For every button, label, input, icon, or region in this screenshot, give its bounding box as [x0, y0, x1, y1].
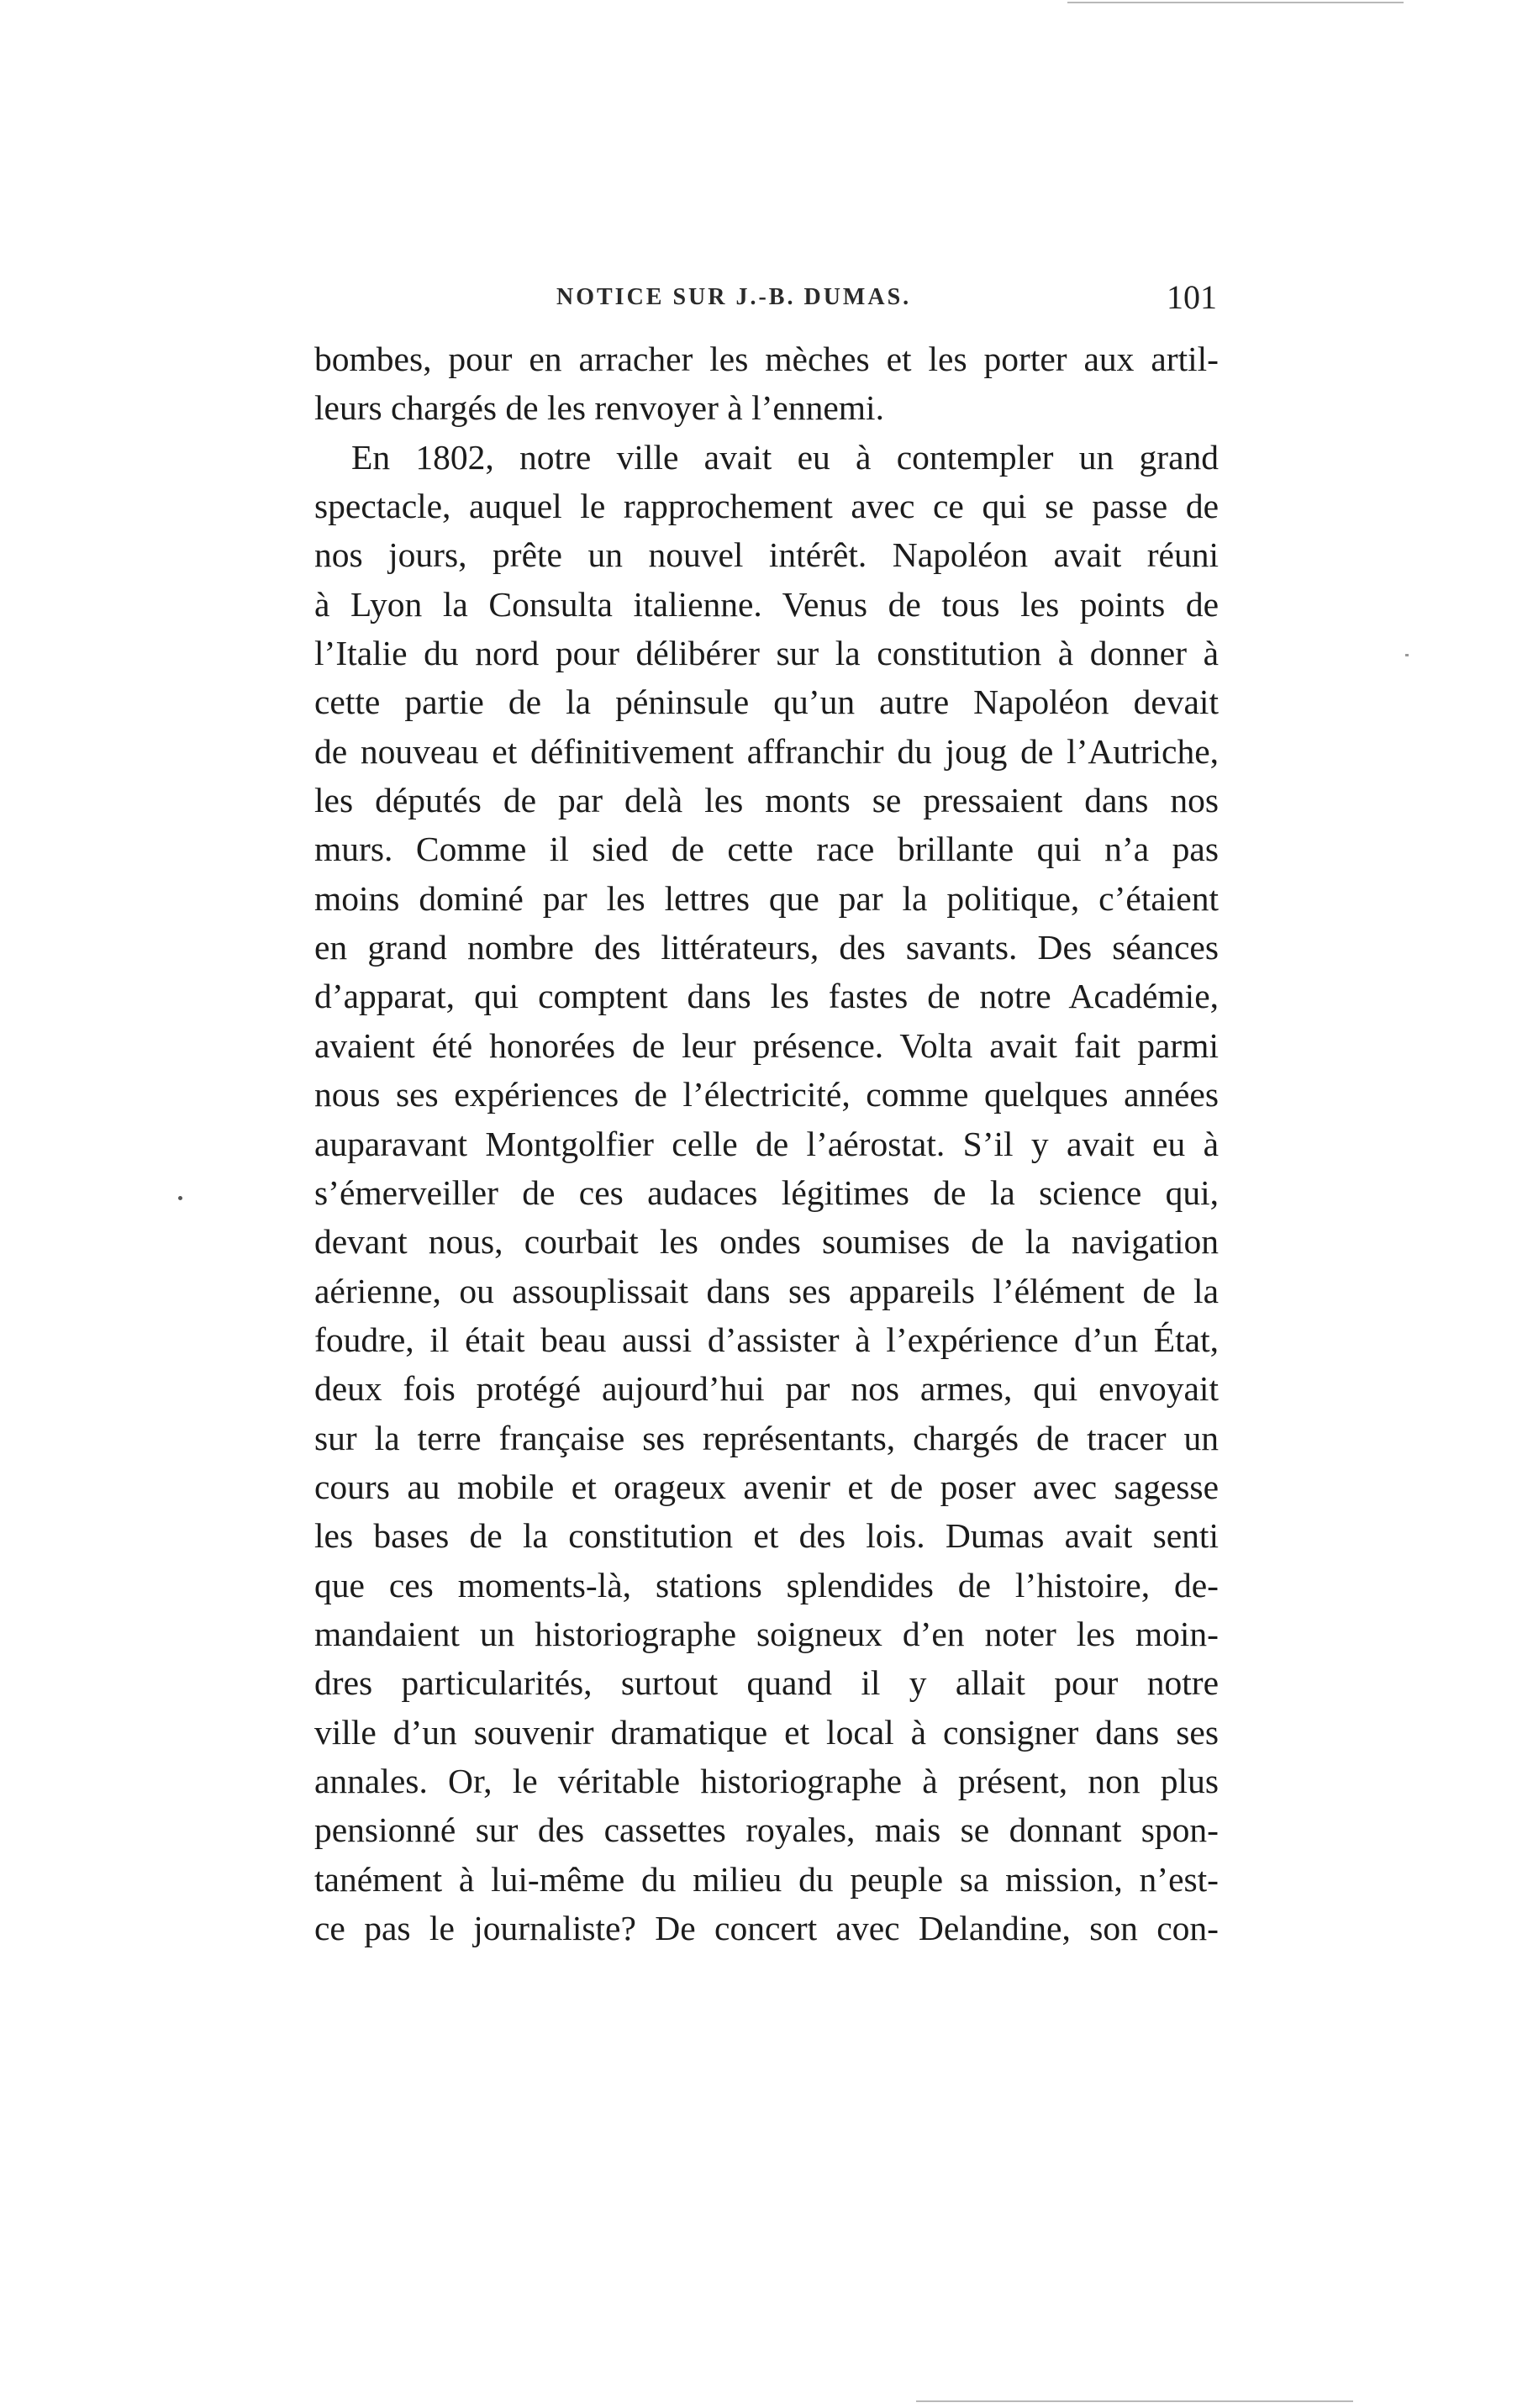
page-number: 101 [1167, 278, 1217, 316]
running-head [313, 277, 1217, 319]
text-line: spectacle, auquel le rapprochement avec ce qui se passe de [314, 487, 1219, 526]
text-line: sur la terre française ses représentants, chargés de tracer un [314, 1418, 1219, 1457]
text-line: les bases de la constitution et des lois. Dumas avait senti [314, 1516, 1219, 1556]
text-line: pensionné sur des cassettes royales, mais se donnant spon- [314, 1810, 1219, 1850]
text-line: En 1802, notre ville avait eu à contempler un grand [351, 437, 1219, 477]
text-line: s’émerveiller de ces audaces légitimes de la science qui, [314, 1172, 1219, 1212]
text-line: foudre, il était beau aussi d’assister à l’expérience d’un État, [314, 1320, 1219, 1359]
text-line: auparavant Montgolfier celle de l’aérostat. S’il y avait eu à [314, 1124, 1219, 1163]
text-line: cours au mobile et orageux avenir et de poser avec sagesse [314, 1467, 1219, 1506]
text-line: tanément à lui-même du milieu du peuple sa mission, n’est- [314, 1859, 1219, 1899]
text-line: à Lyon la Consulta italienne. Venus de tous les points de [314, 584, 1219, 624]
text-line: l’Italie du nord pour délibérer sur la constitution à donner à [314, 634, 1219, 673]
text-line: murs. Comme il sied de cette race brillante qui n’a pas [314, 830, 1219, 869]
text-line: en grand nombre des littérateurs, des savants. Des séances [314, 928, 1219, 967]
text-line: nos jours, prête un nouvel intérêt. Napoléon avait réuni [314, 535, 1219, 575]
text-line: leurs chargés de les renvoyer à l’ennemi. [314, 388, 884, 428]
text-line: cette partie de la péninsule qu’un autre Napoléon devait [314, 682, 1219, 722]
text-line: de nouveau et définitivement affranchir du joug de l’Autriche, [314, 731, 1219, 771]
scan-speck-left [178, 1196, 182, 1200]
text-line: avaient été honorées de leur présence. Volta avait fait parmi [314, 1025, 1219, 1065]
text-line: que ces moments-là, stations splendides de l’histoire, de- [314, 1565, 1219, 1604]
text-line: annales. Or, le véritable historiographe à présent, non plus [314, 1761, 1219, 1800]
text-line: d’apparat, qui comptent dans les fastes de notre Académie, [314, 977, 1219, 1016]
running-title: NOTICE SUR J.-B. DUMAS. [556, 284, 912, 310]
text-line: deux fois protégé aujourd’hui par nos armes, qui envoyait [314, 1369, 1219, 1409]
text-line: ville d’un souvenir dramatique et local à consigner dans ses [314, 1712, 1219, 1752]
text-line: les députés de par delà les monts se pressaient dans nos [314, 781, 1219, 820]
text-line: devant nous, courbait les ondes soumises de la navigation [314, 1222, 1219, 1262]
scan-speck-right [1405, 654, 1409, 656]
text-line: nous ses expériences de l’électricité, comme quelques années [314, 1075, 1219, 1114]
text-line: mandaient un historiographe soigneux d’en noter les moin- [314, 1614, 1219, 1653]
scan-edge-mark-top [1067, 2, 1404, 3]
text-line: bombes, pour en arracher les mèches et les porter aux artil- [314, 340, 1219, 378]
text-line: dres particularités, surtout quand il y allait pour notre [314, 1663, 1219, 1703]
text-line: moins dominé par les lettres que par la politique, c’étaient [314, 878, 1219, 918]
body-text [314, 335, 1219, 1952]
scan-edge-mark-bottom [916, 2400, 1353, 2402]
text-line: aérienne, ou assouplissait dans ses appareils l’élément de la [314, 1271, 1219, 1310]
text-line: ce pas le journaliste? De concert avec Delandine, son con- [314, 1909, 1219, 1947]
